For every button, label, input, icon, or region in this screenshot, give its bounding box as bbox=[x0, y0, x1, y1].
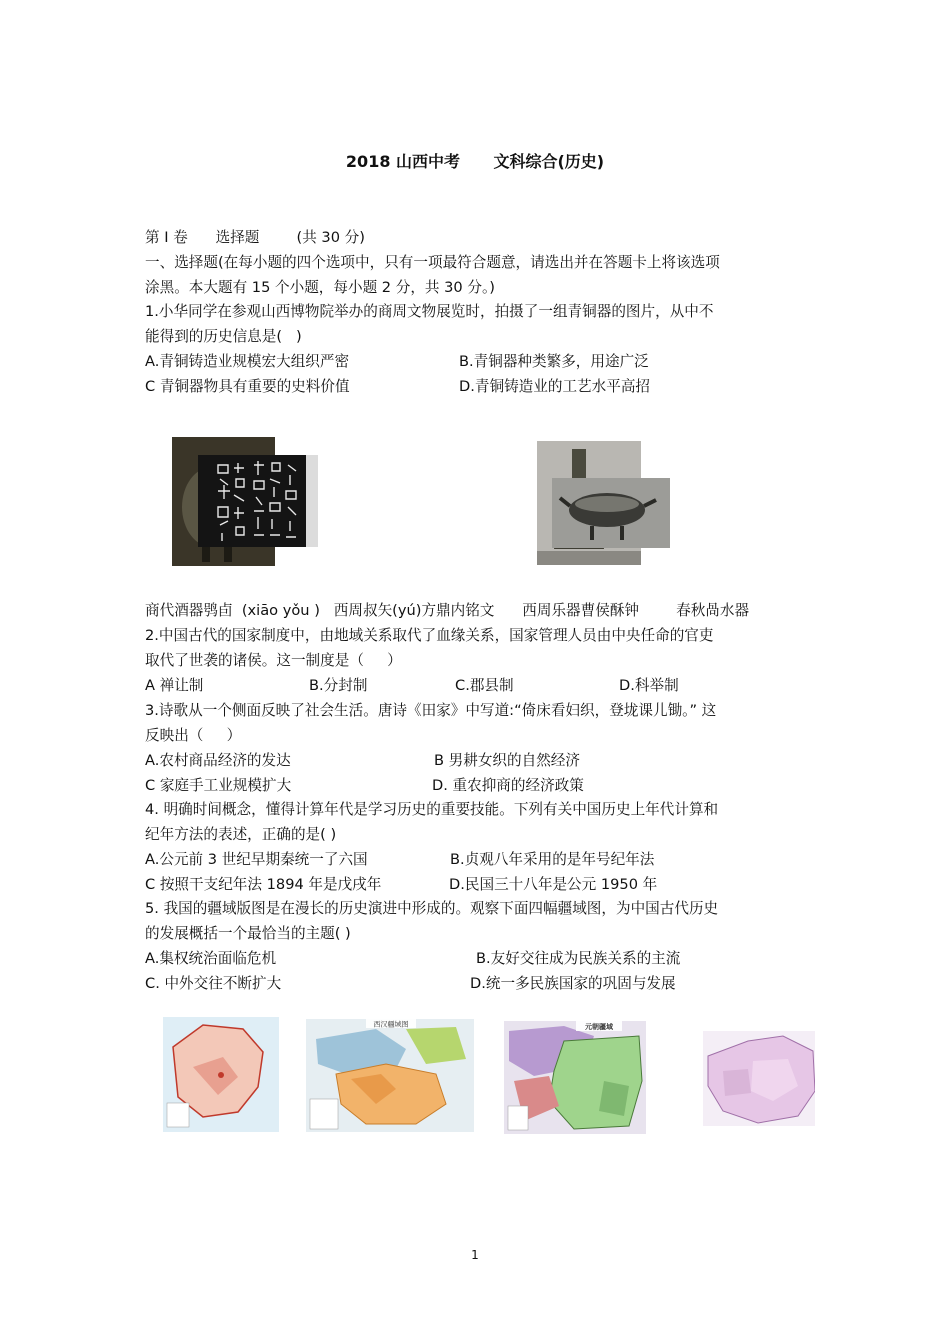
q4-stem-line-2: 纪年方法的表述，正确的是( ) bbox=[145, 826, 337, 843]
q4-option-b: B.贞观八年采用的是年号纪年法 bbox=[450, 851, 655, 868]
section-heading: 第 I 卷 选择题 (共 30 分) bbox=[145, 229, 365, 246]
q2-stem-line-2: 取代了世袭的诸侯。这一制度是（ ） bbox=[145, 652, 402, 669]
q1-option-c: C 青铜器物具有重要的史料价值 bbox=[145, 378, 350, 395]
q5-option-b: B.友好交往成为民族关系的主流 bbox=[476, 950, 681, 967]
q5-option-a: A.集权统治面临危机 bbox=[145, 950, 277, 967]
map-western-han-title: 西汉疆域图 bbox=[373, 1020, 409, 1029]
q1-image-captions: 商代酒器鸮卣 (xiāo yǒu ) 西周叔矢(yú)方鼎内铭文 西周乐器曹侯酥钟 春秋咼水器 bbox=[145, 602, 750, 619]
q3-stem-line-1: 3.诗歌从一个侧面反映了社会生活。唐诗《田家》中写道:“倚床看妇织，登垅课儿锄。” 这 bbox=[145, 702, 717, 719]
q2-option-a: A 禅让制 bbox=[145, 677, 204, 694]
q4-option-a: A.公元前 3 世纪早期秦统一了六国 bbox=[145, 851, 368, 868]
map-western-han-territory bbox=[306, 1019, 474, 1132]
instructions-line-2: 涂黑。本大题有 15 个小题，每小题 2 分，共 30 分。) bbox=[145, 279, 495, 296]
map-yuan-territory bbox=[504, 1021, 646, 1134]
q1-option-a: A.青铜铸造业规模宏大组织严密 bbox=[145, 353, 350, 370]
q1-stem-line-1: 1.小华同学在参观山西博物院举办的商周文物展览时，拍摄了一组青铜器的图片，从中不 bbox=[145, 303, 714, 320]
q3-option-c: C 家庭手工业规模扩大 bbox=[145, 777, 292, 794]
q2-stem-line-1: 2.中国古代的国家制度中，由地域关系取代了血缘关系，国家管理人员由中央任命的官吏 bbox=[145, 627, 714, 644]
q3-option-a: A.农村商品经济的发达 bbox=[145, 752, 291, 769]
map-qin-territory bbox=[163, 1017, 279, 1132]
inscription-rubbing-image bbox=[198, 455, 318, 547]
map-qing-territory bbox=[703, 1031, 815, 1126]
page-number: 1 bbox=[471, 1248, 479, 1262]
q2-option-b: B.分封制 bbox=[309, 677, 368, 694]
q3-stem-line-2: 反映出（ ） bbox=[145, 727, 242, 744]
q2-option-d: D.科举制 bbox=[619, 677, 679, 694]
page-title: 2018 山西中考 文科综合(历史) bbox=[345, 152, 605, 171]
q5-stem-line-2: 的发展概括一个最恰当的主题( ) bbox=[145, 925, 351, 942]
q4-option-d: D.民国三十八年是公元 1950 年 bbox=[449, 876, 658, 893]
q5-stem-line-1: 5. 我国的疆域版图是在漫长的历史演进中形成的。观察下面四幅疆域图，为中国古代历史 bbox=[145, 900, 719, 917]
q3-option-d: D. 重农抑商的经济政策 bbox=[432, 777, 584, 794]
q4-stem-line-1: 4. 明确时间概念，懂得计算年代是学习历史的重要技能。下列有关中国历史上年代计算和 bbox=[145, 801, 719, 818]
q4-option-c: C 按照干支纪年法 1894 年是戊戌年 bbox=[145, 876, 382, 893]
water-vessel-photo bbox=[552, 478, 670, 548]
q5-option-d: D.统一多民族国家的巩固与发展 bbox=[470, 975, 676, 992]
q1-option-b: B.青铜器种类繁多，用途广泛 bbox=[459, 353, 649, 370]
q1-stem-line-2: 能得到的历史信息是( ) bbox=[145, 328, 302, 345]
map-yuan-title: 元朝疆域 bbox=[585, 1023, 613, 1031]
q2-option-c: C.郡县制 bbox=[455, 677, 514, 694]
instructions-line-1: 一、选择题(在每小题的四个选项中，只有一项最符合题意，请选出并在答题卡上将该选项 bbox=[145, 254, 720, 271]
q3-option-b: B 男耕女织的自然经济 bbox=[434, 752, 580, 769]
q1-option-d: D.青铜铸造业的工艺水平高招 bbox=[459, 378, 651, 395]
q5-option-c: C. 中外交往不断扩大 bbox=[145, 975, 282, 992]
